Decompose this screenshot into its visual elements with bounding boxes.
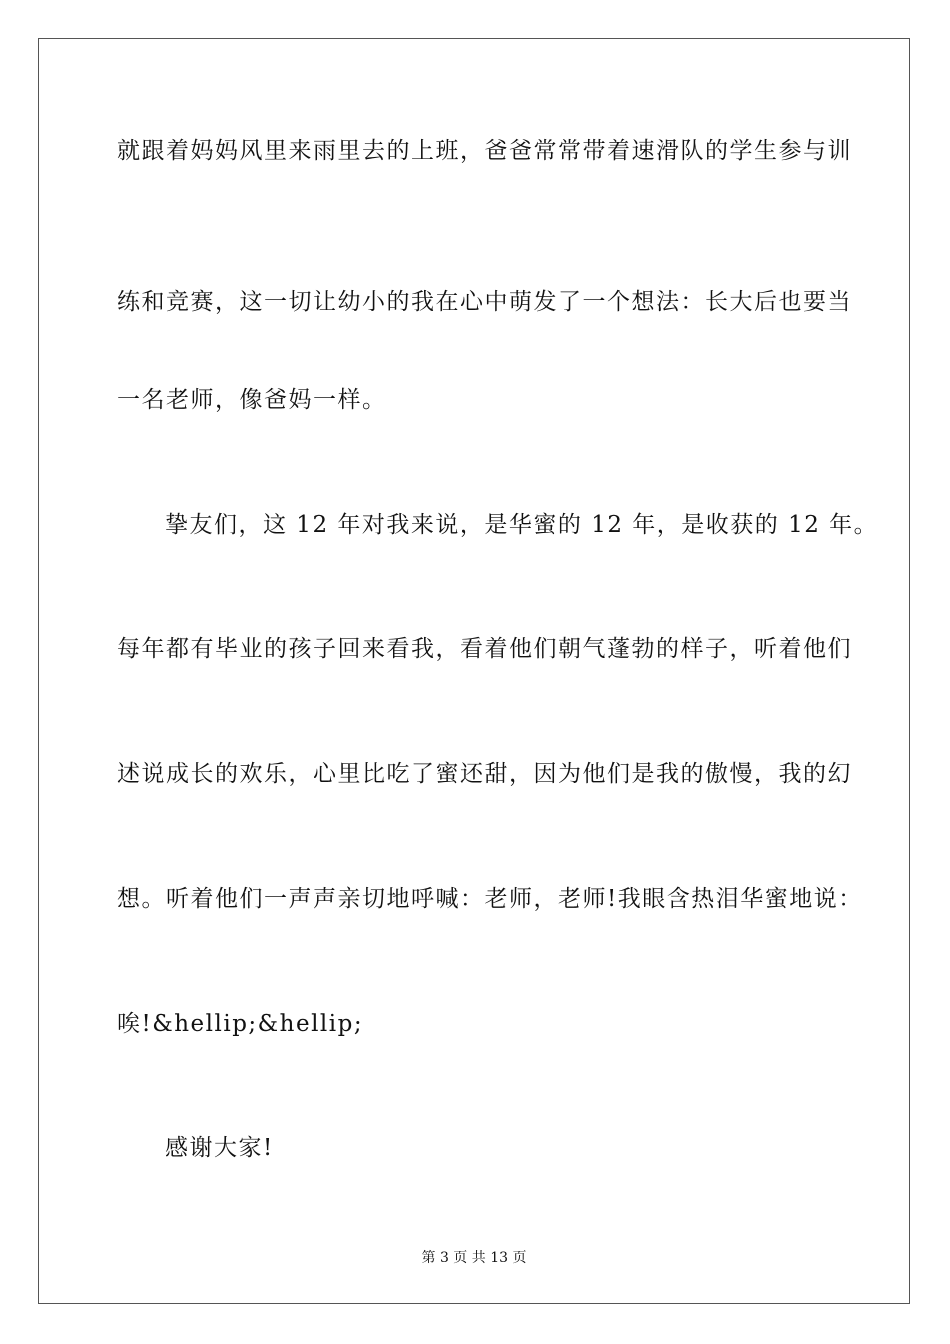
body-text-line: 唉!&hellip;&hellip; <box>117 1011 364 1037</box>
body-text-line: 每年都有毕业的孩子回来看我，看着他们朝气蓬勃的样子，听着他们 <box>117 636 852 662</box>
page-number-footer: 第 3 页 共 13 页 <box>421 1250 527 1266</box>
body-text-line: 就跟着妈妈风里来雨里去的上班，爸爸常常带着速滑队的学生参与训 <box>117 138 852 164</box>
document-page <box>38 38 910 1304</box>
body-text-line: 练和竞赛，这一切让幼小的我在心中萌发了一个想法：长大后也要当 <box>117 289 852 315</box>
body-text-line: 述说成长的欢乐，心里比吃了蜜还甜，因为他们是我的傲慢，我的幻 <box>117 761 852 787</box>
body-text-line: 一名老师，像爸妈一样。 <box>117 387 387 413</box>
body-text-line: 想。听着他们一声声亲切地呼喊：老师，老师!我眼含热泪华蜜地说： <box>117 886 863 912</box>
closing-line: 感谢大家! <box>165 1135 274 1161</box>
paragraph-start-line: 挚友们，这 12 年对我来说，是华蜜的 12 年，是收获的 12 年。 <box>165 512 879 538</box>
